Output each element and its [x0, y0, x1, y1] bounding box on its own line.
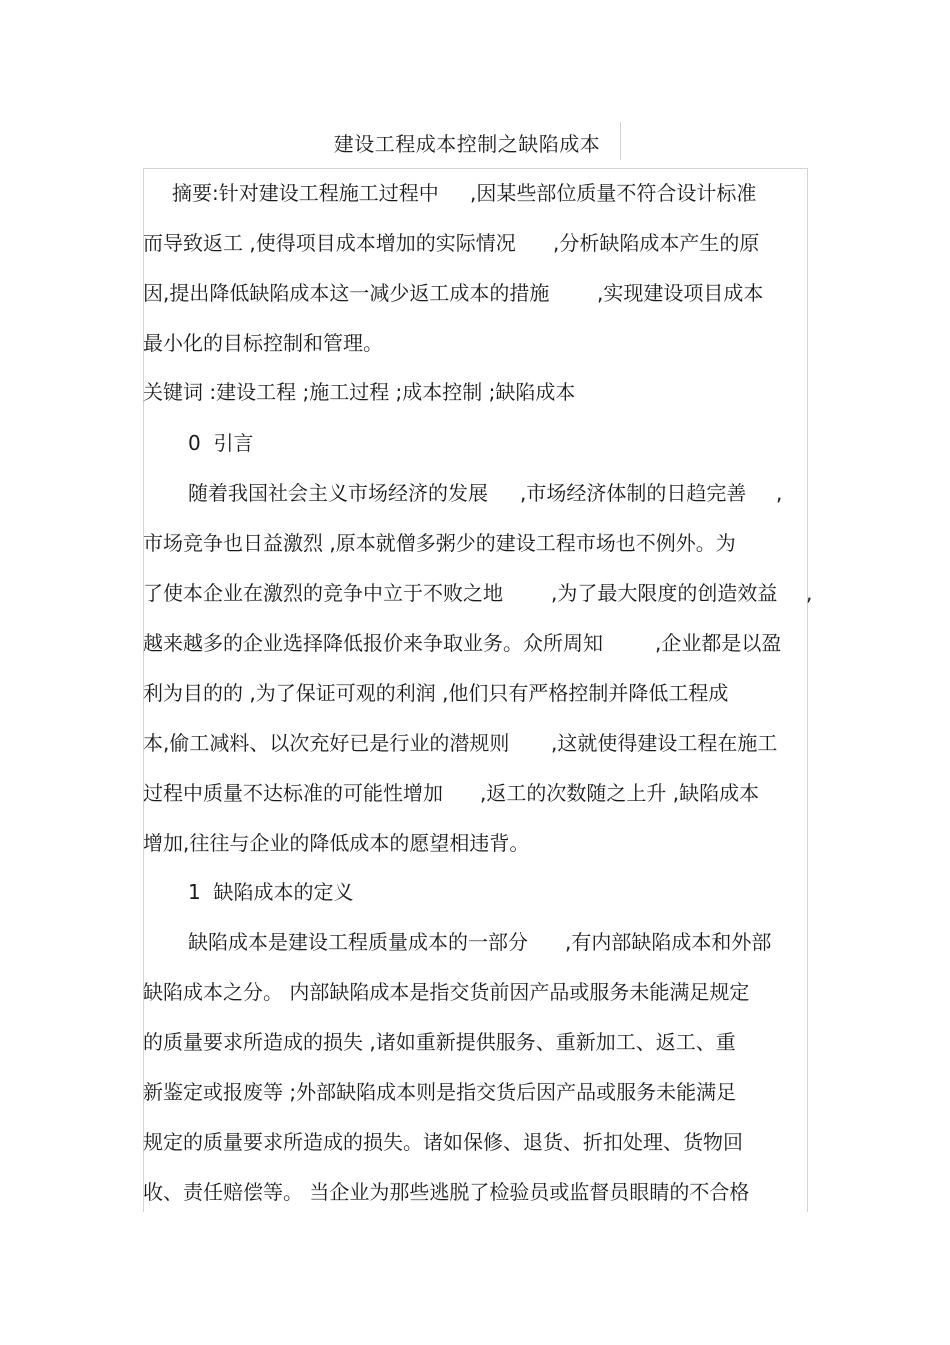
text-segment: 关键词 :建设工程 ;施工过程 ;成本控制 ;缺陷成本 [143, 380, 576, 404]
text-segment: 缺陷成本之分。 内部缺陷成本是指交货前因产品或服务未能满足规定 [143, 980, 750, 1004]
text-segment: 随着我国社会主义市场经济的发展 [188, 481, 488, 505]
text-segment: ,企业都是以盈 [655, 631, 782, 655]
text-segment: 摘要:针对建设工程施工过程中 [172, 181, 439, 205]
text-segment: 而导致返工 ,使得项目成本增加的实际情况 [143, 231, 516, 255]
text-segment: 最小化的目标控制和管理。 [143, 331, 383, 355]
text-segment: ,分析缺陷成本产生的原 [553, 231, 760, 255]
text-segment: 利为目的的 ,为了保证可观的利润 ,他们只有严格控制并降低工程成 [143, 681, 729, 705]
text-segment: , [806, 581, 813, 605]
text-segment: ,因某些部位质量不符合设计标准 [470, 181, 757, 205]
text-segment: 缺陷成本是建设工程质量成本的一部分 [188, 930, 528, 954]
text-segment: 0 引言 [188, 431, 254, 455]
text-segment: 增加,往往与企业的降低成本的愿望相违背。 [143, 831, 530, 855]
text-segment: 的质量要求所造成的损失 ,诸如重新提供服务、重新加工、返工、重 [143, 1030, 736, 1054]
text-segment: 收、责任赔偿等。 当企业为那些逃脱了检验员或监督员眼睛的不合格 [143, 1180, 750, 1204]
text-segment: ,实现建设项目成本 [597, 281, 764, 305]
text-segment: , [776, 481, 783, 505]
text-segment: ,这就使得建设工程在施工 [551, 731, 778, 755]
border-rule [143, 168, 807, 169]
text-segment: 规定的质量要求所造成的损失。诸如保修、退货、折扣处理、货物回 [143, 1130, 743, 1154]
text-segment: 过程中质量不达标准的可能性增加 [143, 781, 443, 805]
text-segment: 市场竞争也日益激烈 ,原本就僧多粥少的建设工程市场也不例外。为 [143, 531, 736, 555]
border-rule [620, 122, 621, 160]
text-segment: 1 缺陷成本的定义 [188, 880, 354, 904]
text-segment: ,有内部缺陷成本和外部 [565, 930, 772, 954]
border-rule [807, 168, 808, 1212]
text-segment: 本,偷工减料、以次充好已是行业的潜规则 [143, 731, 510, 755]
text-segment: 越来越多的企业选择降低报价来争取业务。众所周知 [143, 631, 603, 655]
text-segment: 因,提出降低缺陷成本这一减少返工成本的措施 [143, 281, 550, 305]
text-segment: ,市场经济体制的日趋完善 [520, 481, 747, 505]
text-segment: 了使本企业在激烈的竞争中立于不败之地 [143, 581, 503, 605]
text-segment: ,返工的次数随之上升 ,缺陷成本 [480, 781, 760, 805]
document-title: 建设工程成本控制之缺陷成本 [333, 132, 601, 156]
text-segment: ,为了最大限度的创造效益 [551, 581, 778, 605]
text-segment: 新鉴定或报废等 ;外部缺陷成本则是指交货后因产品或服务未能满足 [143, 1080, 737, 1104]
